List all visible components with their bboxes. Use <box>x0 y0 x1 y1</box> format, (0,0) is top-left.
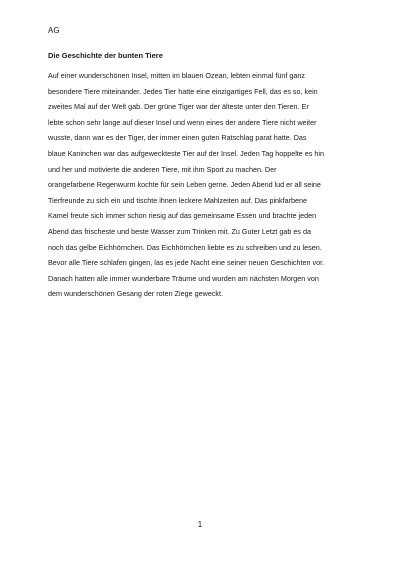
paragraph-line: blaue Kaninchen war das aufgeweckteste Tier auf der Insel. Jeden Tag hoppelte es hin <box>48 148 324 158</box>
document-title: Die Geschichte der bunten Tiere <box>48 51 163 60</box>
paragraph-line: Kamel freute sich immer schon riesig auf das gemeinsame Essen und brachte jeden <box>48 211 317 221</box>
paragraph-line: noch das gelbe Eichhörnchen. Das Eichhörnchen liebte es zu schreiben und zu lesen. <box>48 242 322 252</box>
paragraph-line: Danach hatten alle immer wunderbare Träume und wurden am nächsten Morgen von <box>48 273 319 283</box>
paragraph-line: besondere Tiere miteinander. Jedes Tier hatte eine einzigartiges Fell, das es so, kein <box>48 86 318 96</box>
header-initials: AG <box>48 26 60 35</box>
paragraph-line: Tierfreunde zu sich ein und tischte ihnen leckere Mahlzeiten auf. Das pinkfarbene <box>48 195 308 205</box>
story-paragraph <box>48 68 364 302</box>
paragraph-line: und her und motivierte die anderen Tiere, mit ihm Sport zu machen. Der <box>48 164 277 174</box>
paragraph-line: Abend das frischeste und beste Wasser zum Trinken mit. Zu Guter Letzt gab es da <box>48 226 312 236</box>
paragraph-line: dem wunderschönen Gesang der roten Ziege geweckt. <box>48 289 223 299</box>
paragraph-line: lebte schon sehr lange auf dieser Insel und wenn eines der andere Tiere nicht weiter <box>48 117 317 127</box>
page-number: 1 <box>197 520 203 529</box>
paragraph-line: Bevor alle Tiere schlafen gingen, las es jede Nacht eine seiner neuen Geschichten vor. <box>48 258 325 268</box>
paragraph-line: wusste, dann war es der Tiger, der immer einen guten Ratschlag parat hatte. Das <box>48 133 307 143</box>
paragraph-line: orangefarbene Regenwurm kochte für sein Leben gerne. Jeden Abend lud er all seine <box>48 180 321 190</box>
paragraph-line: Auf einer wunderschönen Insel, mitten im blauen Ozean, lebten einmal fünf ganz <box>48 71 305 80</box>
paragraph-line: zweites Mal auf der Welt gab. Der grüne Tiger war der älteste unter den Tieren. Er <box>48 102 309 112</box>
